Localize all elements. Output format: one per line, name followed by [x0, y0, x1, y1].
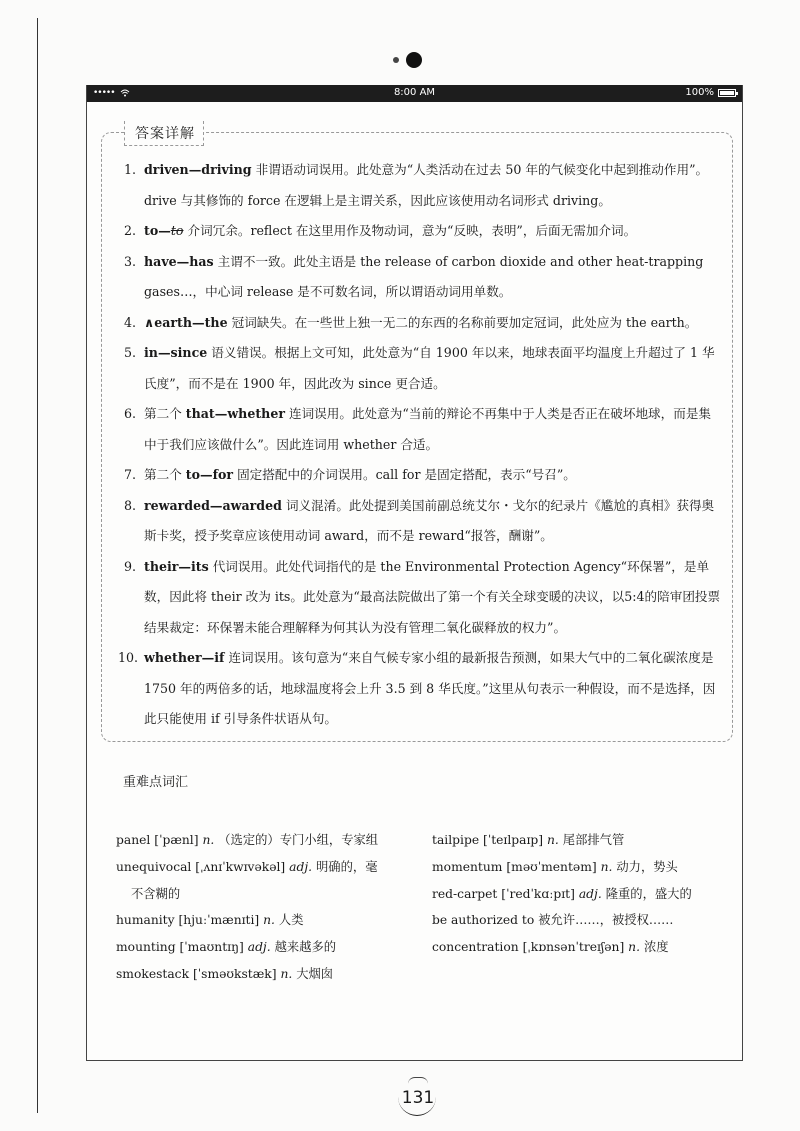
battery-icon: [718, 89, 736, 97]
margin-rule: [37, 18, 38, 1113]
correction-key: their—its: [144, 558, 209, 574]
deleted-word: to: [170, 223, 184, 238]
vocab-item: be authorized to 被允许……，被授权……: [432, 913, 674, 928]
correction-key: to—: [144, 223, 171, 238]
device-camera: [393, 52, 422, 68]
vocab-item: red-carpet [ˈredˈkɑːpɪt] adj. 隆重的，盛大的: [432, 886, 692, 901]
vocab-item-continuation: 不含糊的: [131, 886, 181, 901]
answer-item: 4. ∧earth—the 冠词缺失。在一些世上独一无二的东西的名称前要加定冠词，此处应为 the earth。: [124, 314, 698, 330]
correction-key: driven—driving: [144, 162, 252, 177]
status-bar: [87, 85, 742, 102]
sensor-dot: [393, 57, 399, 63]
camera-lens: [406, 52, 422, 68]
vocab-list-right: [432, 827, 732, 961]
correction-key: rewarded—awarded: [144, 497, 282, 513]
signal-indicator: •••••: [93, 88, 130, 98]
vocab-heading: 重难点词汇: [123, 775, 189, 790]
page-number: 131: [396, 1081, 440, 1117]
status-time: 8:00 AM: [393, 87, 436, 98]
correction-key: have—has: [144, 253, 214, 269]
answer-item: 8. rewarded—awarded 词义混淆。此处提到美国前副总统艾尔・戈尔的纪录片《尴尬的真相》获得奥斯卡奖，授予奖章应该使用动词 award，而不是 reward“报答，酬谢”。: [124, 497, 715, 543]
vocab-item: panel [ˈpænl] n. （选定的）专门小组，专家组: [116, 833, 379, 847]
answer-section-title: 答案详解: [124, 121, 204, 146]
vocab-item: momentum [məʊˈmentəm] n. 动力，势头: [432, 859, 678, 874]
answer-item: 9. their—its 代词误用。此处代词指代的是 the Environmental Protection Agency“环保署”，是单数，因此将 their 改为 its。此处意为“最高法院做出了第一个有关全球变暖的决议，以5:4的陪审团投票结果裁定：环保署未能合理解释为何其认为没有管理二氧化碳释放的权力”。: [124, 558, 721, 635]
vocab-item: mounting [ˈmaʊntɪŋ] adj. 越来越多的: [116, 940, 337, 955]
answer-item: 10. whether—if 连词误用。该句意为“来自气候专家小组的最新报告预测，如果大气中的二氧化碳浓度是 1750 年的两倍多的话，地球温度将会上升 3.5 到 8 华氏度。”这里从句表示一种假设，而不是选择，因此只能使用 if 引导条件状语从句。: [118, 650, 716, 726]
device-screen: [86, 85, 743, 1061]
vocab-item: tailpipe [ˈteɪlpaɪp] n. 尾部排气管: [432, 833, 625, 847]
battery-percent: 100%: [685, 87, 714, 98]
answer-item: 3. have—has 主谓不一致。此处主语是 the release of carbon dioxide and other heat-trapping gases…，中心词 release 是不可数名词，所以谓语动词用单数。: [124, 253, 704, 299]
vocab-item: smokestack [ˈsməʊkstæk] n. 大烟囱: [116, 966, 334, 981]
correction-key: whether—if: [144, 650, 225, 665]
vocab-item: humanity [hjuːˈmænɪti] n. 人类: [116, 913, 304, 928]
answer-item: 7. 第二个 to—for 固定搭配中的介词误用。call for 是固定搭配，表示“号召”。: [124, 467, 576, 482]
correction-key: in—since: [144, 345, 208, 360]
vocab-item: unequivocal [ˌʌnɪˈkwɪvəkəl] adj. 明确的，毫: [116, 859, 378, 874]
correction-key: to—for: [185, 467, 234, 482]
battery-indicator: [685, 87, 736, 98]
answer-item: 2. to—to 介词冗余。reflect 在这里用作及物动词，意为“反映，表明”，后面无需加介词。: [124, 223, 637, 238]
answer-list: [118, 155, 722, 735]
correction-key: ∧earth—the: [144, 314, 228, 330]
correction-key: that—whether: [185, 406, 285, 421]
answer-item: 5. in—since 语义错误。根据上文可知，此处意为“自 1900 年以来，地球表面平均温度上升超过了 1 华氏度”，而不是在 1900 年，因此改为 since 更合适。: [124, 345, 715, 391]
answer-section: [101, 126, 733, 742]
answer-item: 1. driven—driving 非谓语动词误用。此处意为“人类活动在过去 50 年的气候变化中起到推动作用”。drive 与其修饰的 force 在逻辑上是主谓关系，因此应该使用动名词形式 driving。: [124, 162, 709, 208]
vocab-item: concentration [ˌkɒnsənˈtreɪʃən] n. 浓度: [432, 940, 669, 955]
answer-item: 6. 第二个 that—whether 连词误用。此处意为“当前的辩论不再集中于人类是否正在破坏地球，而是集中于我们应该做什么”。因此连词用 whether 合适。: [124, 406, 712, 452]
vocab-list-left: [116, 827, 431, 988]
